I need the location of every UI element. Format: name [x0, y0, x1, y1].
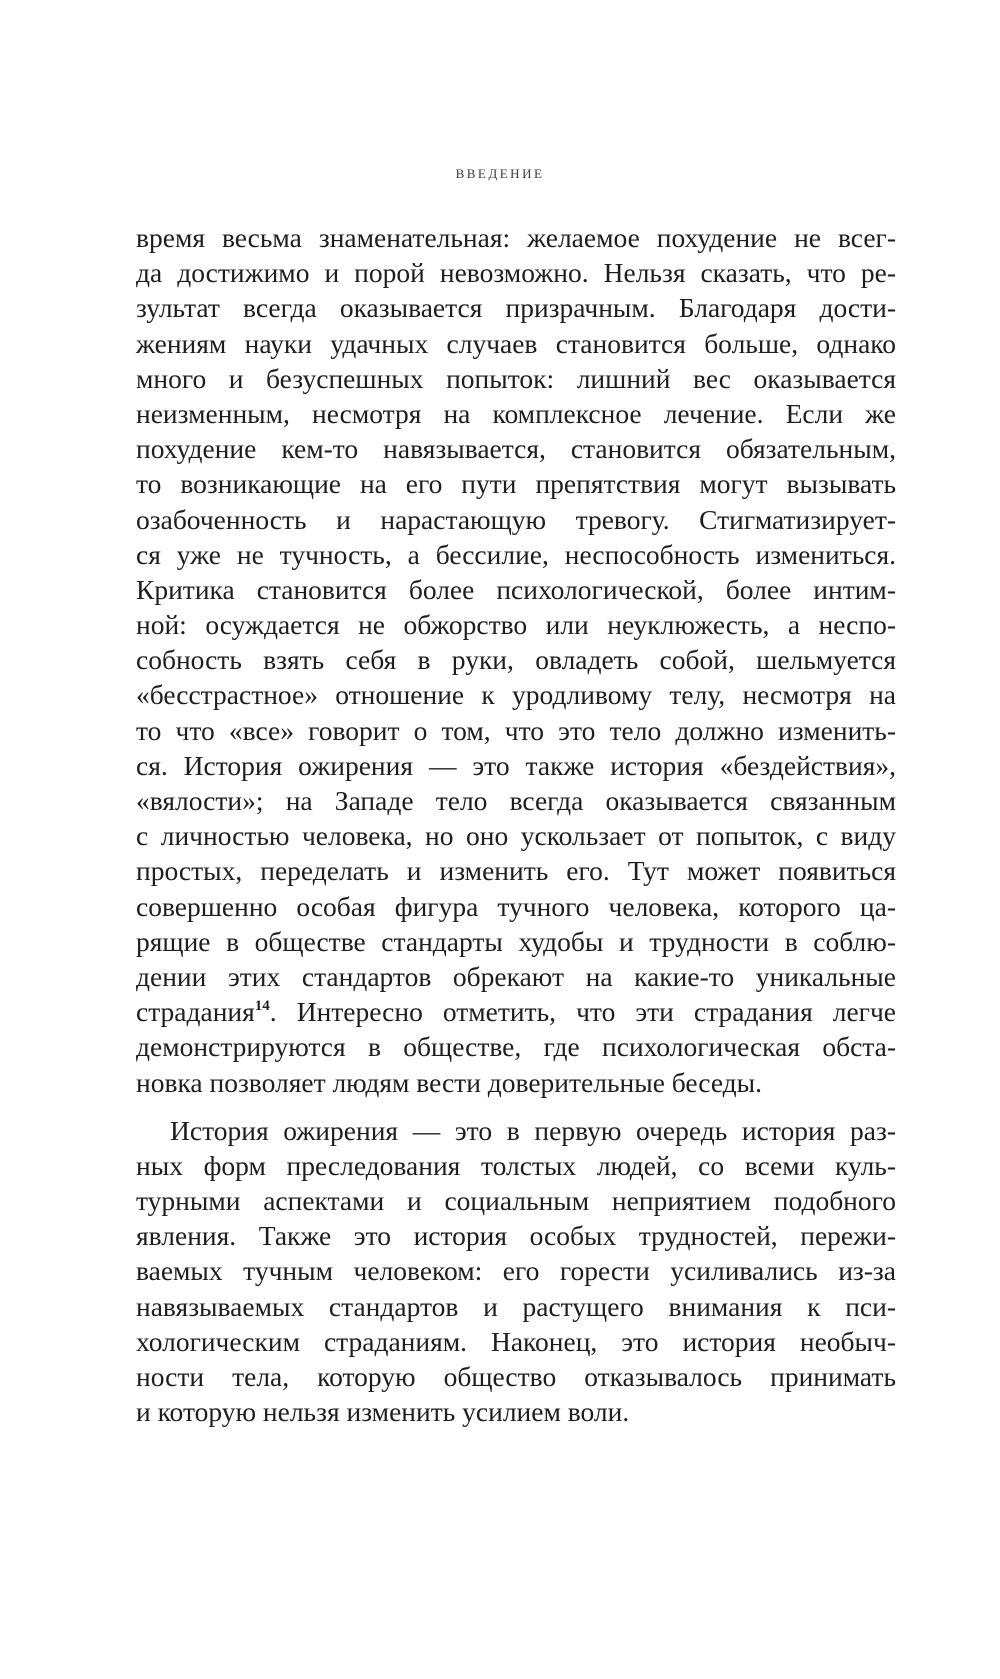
text-line: собность взять себя в руки, овладеть собой, шельмуется [136, 644, 896, 676]
text-line-with-footnote [136, 994, 896, 1029]
text-line: простых, переделать и изменить его. Тут может появиться [136, 855, 896, 887]
text-line: ся. История ожирения — это также история «бездействия», [136, 749, 896, 781]
text-line: время весьма знаменательная: желаемое похудение не всег- [136, 222, 896, 253]
text-line: турными аспектами и социальным неприятием подобного [136, 1185, 896, 1217]
text-line: ности тела, которую общество отказывалось принимать [136, 1361, 896, 1392]
text-line: дении этих стандартов обрекают на какие-то уникальные [136, 960, 896, 992]
footnote-line-after: . Интересно отметить, что эти страдания легче [269, 996, 896, 1028]
text-line: то возникающие на его пути препятствия могут вызывать [136, 468, 896, 500]
footnote-marker[interactable]: 14 [254, 998, 270, 1015]
text-line: зультат всегда оказывается призрачным. Благодаря дости- [136, 292, 896, 324]
text-line: похудение кем-то навязывается, становится обязательным, [136, 433, 896, 465]
text-line: и которую нельзя изменить усилием воли. [136, 1396, 630, 1428]
text-line: История ожирения — это в первую очередь история раз- [170, 1114, 896, 1146]
text-line: озабоченность и нарастающую тревогу. Стигматизирует- [136, 503, 896, 535]
text-line: рящие в обществе стандарты худобы и трудности в соблю- [136, 925, 896, 957]
text-line: ся уже не тучность, а бессилие, неспособность измениться. [136, 538, 896, 570]
paragraph-1 [136, 220, 896, 1100]
text-line: явления. Также это история особых трудностей, пережи- [136, 1220, 896, 1252]
footnote-line-before: страдания [136, 996, 255, 1028]
text-line: с личностью человека, но оно ускользает от попыток, с виду [136, 820, 896, 852]
text-line: «бесстрастное» отношение к уродливому телу, несмотря на [136, 679, 896, 711]
text-line: да достижимо и порой невозможно. Нельзя сказать, что ре- [136, 257, 896, 289]
text-line: «вялости»; на Западе тело всегда оказывается связанным [136, 785, 896, 816]
text-line: новка позволяет людям вести доверительные беседы. [136, 1066, 763, 1098]
paragraph-gap [136, 1100, 896, 1113]
text-line: жениям науки удачных случаев становится больше, однако [136, 327, 896, 359]
text-line: хологическим страданиям. Наконец, это история необыч- [136, 1325, 896, 1357]
text-line: ных форм преследования толстых людей, со всеми куль- [136, 1149, 896, 1181]
text-line: Критика становится более психологической, более интим- [136, 573, 896, 605]
text-line: ваемых тучным человеком: его горести усиливались из-за [136, 1255, 896, 1287]
text-line: неизменным, несмотря на комплексное лечение. Если же [136, 397, 896, 429]
text-line: ной: осуждается не обжорство или неуклюжесть, а неспо- [136, 609, 896, 641]
text-line: много и безуспешных попыток: лишний вес оказывается [136, 362, 896, 394]
running-head: ВВЕДЕНИЕ [455, 166, 545, 181]
text-line: совершенно особая фигура тучного человека, которого ца- [136, 890, 896, 922]
text-line: навязываемых стандартов и растущего внимания к пси- [136, 1290, 896, 1322]
paragraph-2 [136, 1113, 896, 1430]
text-line: то что «все» говорит о том, что это тело должно изменить- [136, 714, 896, 746]
body-text [136, 220, 896, 1429]
text-line: демонстрируются в обществе, где психологическая обста- [136, 1031, 896, 1063]
